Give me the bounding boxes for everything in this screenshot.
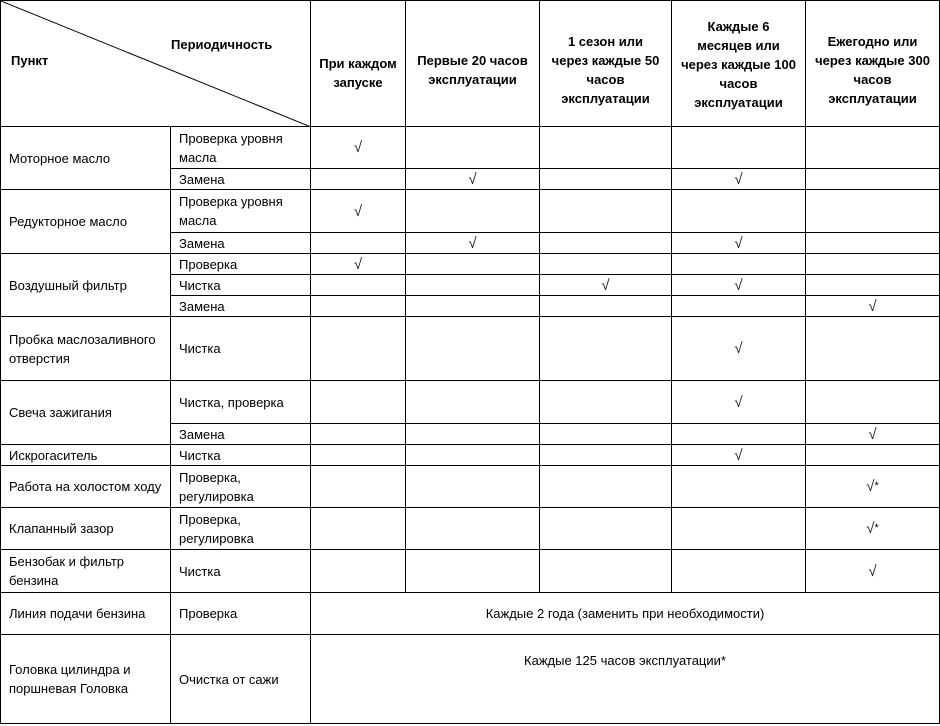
column-header: 1 сезон или через каждые 50 часов эксплуатации: [540, 1, 672, 127]
check-mark-glyph: √: [734, 393, 743, 411]
check-mark: [806, 424, 940, 445]
item-cell: Моторное масло: [1, 127, 171, 190]
check-mark-glyph: √: [353, 202, 363, 220]
operation-cell: Чистка: [171, 275, 311, 296]
table-row: [1, 254, 940, 275]
check-mark: [311, 127, 406, 169]
table-row: [1, 635, 940, 724]
operation-cell: Проверка: [171, 593, 311, 635]
check-mark: [672, 445, 806, 466]
check-mark: [672, 169, 806, 190]
table-row: [1, 317, 940, 381]
check-mark-glyph: √: [468, 234, 477, 252]
table-row: [1, 508, 940, 550]
operation-cell: Очистка от сажи: [171, 635, 311, 724]
check-mark: [806, 296, 940, 317]
check-mark: [311, 254, 406, 275]
item-cell: Головка цилиндра и поршневая Головка: [1, 635, 171, 724]
check-mark-glyph: √: [353, 255, 363, 273]
table-row: [1, 381, 940, 424]
operation-cell: Чистка, проверка: [171, 381, 311, 424]
check-mark-glyph: √: [868, 562, 877, 580]
check-mark: [672, 275, 806, 296]
check-mark-glyph: √: [734, 234, 743, 252]
item-cell: Клапанный зазор: [1, 508, 171, 550]
check-mark: [406, 169, 540, 190]
operation-cell: Чистка: [171, 550, 311, 593]
asterisk: *: [874, 522, 879, 534]
check-mark-glyph: √: [868, 425, 877, 443]
header-period-label: Периодичность: [171, 37, 273, 52]
check-mark: [806, 466, 940, 508]
check-mark: [672, 381, 806, 424]
column-header: Каждые 6 месяцев или через каждые 100 часов эксплуатации: [672, 1, 806, 127]
operation-cell: Проверка, регулировка: [171, 466, 311, 508]
cylinder-head-note: Каждые 125 часов эксплуатации*: [311, 635, 940, 724]
operation-cell: Проверка уровня масла: [171, 190, 311, 233]
operation-cell: Замена: [171, 169, 311, 190]
check-mark-glyph: √: [734, 170, 743, 188]
check-mark-glyph: √: [866, 520, 875, 537]
item-cell: Бензобак и фильтр бензина: [1, 550, 171, 593]
check-mark: [311, 190, 406, 233]
column-header: Первые 20 часов эксплуатации: [406, 1, 540, 127]
table-row: [1, 466, 940, 508]
operation-cell: Замена: [171, 424, 311, 445]
table-row: [1, 190, 940, 233]
check-mark-glyph: √: [601, 276, 610, 294]
check-mark-glyph: √: [868, 297, 877, 315]
check-mark: [672, 233, 806, 254]
check-mark-glyph: √: [866, 478, 875, 495]
header-item-label: Пункт: [11, 53, 49, 68]
check-mark-glyph: √: [468, 170, 477, 188]
operation-cell: Проверка уровня масла: [171, 127, 311, 169]
item-cell: Воздушный фильтр: [1, 254, 171, 317]
check-mark: [540, 275, 672, 296]
header-row: [1, 1, 940, 127]
operation-cell: Проверка: [171, 254, 311, 275]
operation-cell: Замена: [171, 296, 311, 317]
check-mark-glyph: √: [734, 276, 743, 294]
item-cell: Искрогаситель: [1, 445, 171, 466]
column-header: При каждом запуске: [311, 1, 406, 127]
check-mark: [406, 233, 540, 254]
table-row: [1, 127, 940, 169]
check-mark: [806, 550, 940, 593]
column-header: Ежегодно или через каждые 300 часов эксплуатации: [806, 1, 940, 127]
header-corner-cell: [1, 1, 311, 127]
check-mark-glyph: √: [353, 139, 363, 156]
operation-cell: Замена: [171, 233, 311, 254]
item-cell: Свеча зажигания: [1, 381, 171, 445]
item-cell: Пробка маслозаливного отверстия: [1, 317, 171, 381]
item-cell: Линия подачи бензина: [1, 593, 171, 635]
item-cell: Редукторное масло: [1, 190, 171, 254]
asterisk: *: [874, 480, 879, 492]
operation-cell: Чистка: [171, 317, 311, 381]
check-mark: [806, 508, 940, 550]
table-row: [1, 593, 940, 635]
table-row: [1, 445, 940, 466]
check-mark: [672, 317, 806, 381]
operation-cell: Проверка, регулировка: [171, 508, 311, 550]
fuel-line-note: Каждые 2 года (заменить при необходимости): [311, 593, 940, 635]
table-row: [1, 550, 940, 593]
check-mark-glyph: √: [734, 340, 743, 357]
check-mark-glyph: √: [734, 446, 743, 464]
item-cell: Работа на холостом ходу: [1, 466, 171, 508]
operation-cell: Чистка: [171, 445, 311, 466]
